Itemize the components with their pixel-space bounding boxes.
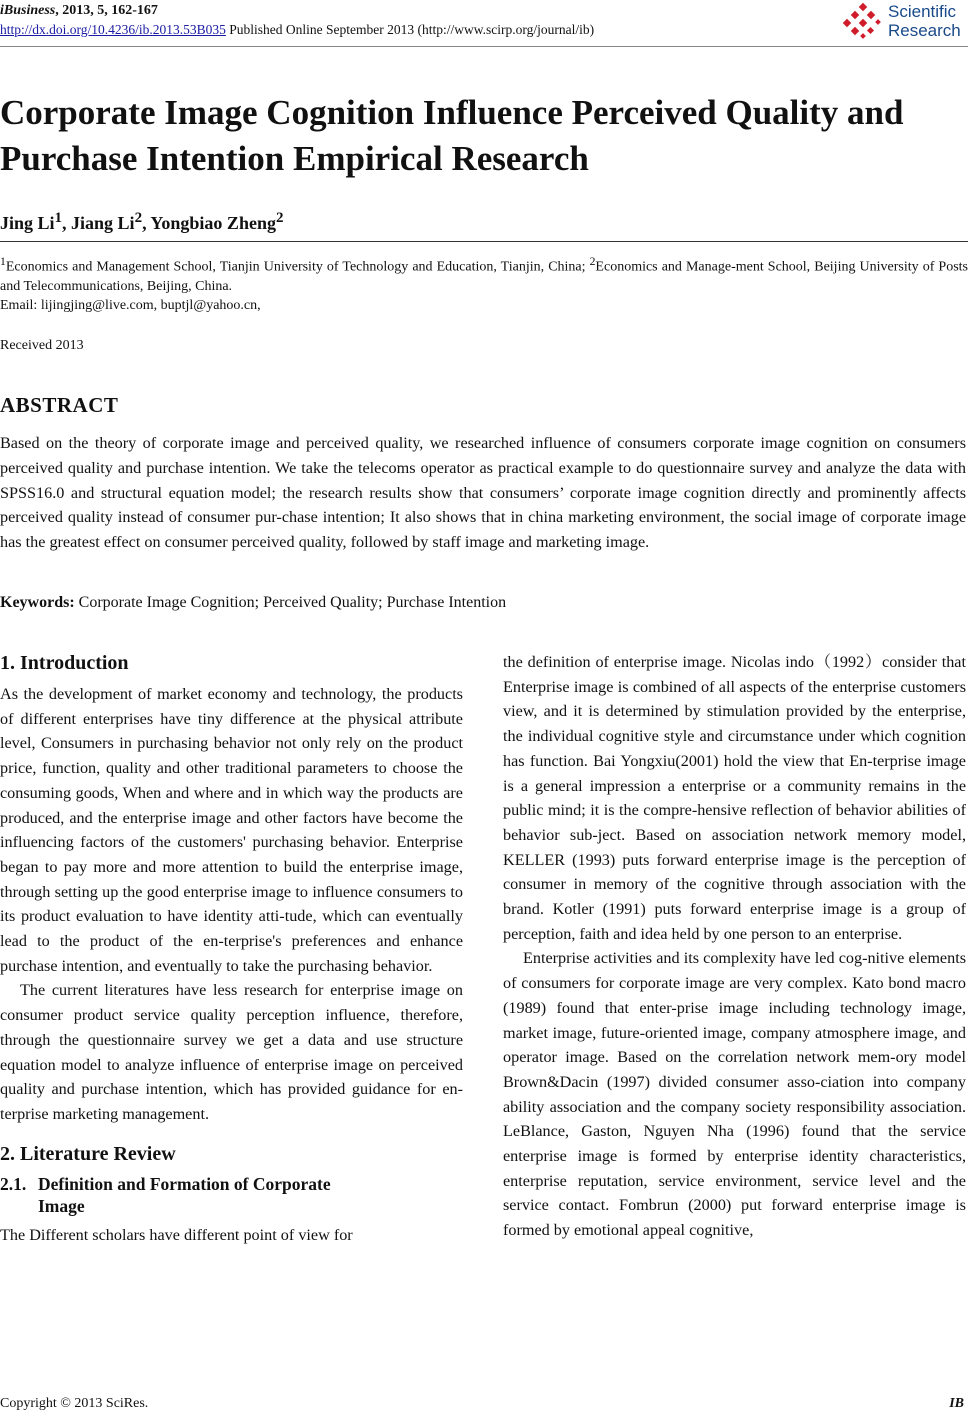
abstract-body: Based on the theory of corporate image and perceived quality, we researched influence of consumers corporate image cognition on consumers perceived quality and purchase intention. We take the telecoms operator as practical example to do questionnaire survey and analyze the data with SPSS16.0 and structural equation model; the research results show that consumers’ corporate image cognition directly and prominently affects perceived quality instead of consumer pur-chase intention; It also shows that in china marketing environment, the social image of corporate image has the greatest effect on consumer perceived quality, followed by staff image and marketing image. (0, 434, 966, 552)
author-affiliation-mark: 1 (54, 210, 63, 226)
author-separator: , (142, 213, 151, 233)
scientific-research-logo-icon (842, 2, 886, 42)
author-affiliation-mark: 2 (134, 210, 143, 226)
affiliation-mark: 1 (0, 255, 6, 268)
left-column (0, 650, 463, 1247)
keywords-text: Corporate Image Cognition; Perceived Quality; Purchase Intention (74, 594, 507, 611)
received-date: Received 2013 (0, 338, 84, 353)
running-header (0, 0, 968, 50)
subsection-title-line-1: Definition and Formation of Corporate (38, 1173, 331, 1194)
header-divider (0, 46, 968, 47)
subsection-heading (0, 1173, 463, 1217)
author-list (0, 210, 283, 234)
volume-pages: , 2013, 5, 162-167 (55, 3, 158, 18)
affiliation-text: Economics and Manage-ment School, Beijing University of Posts and Telecommunications, Beijing, China. (0, 259, 968, 294)
logo-line-1: Scientific (888, 2, 957, 21)
affiliation-text: Economics and Management School, Tianjin University of Technology and Education, Tianjin, China; (5, 259, 590, 275)
paragraph: Enterprise activities and its complexity have led cog-nitive elements of consumers for corporate image are very complex. Kato bond macro (1989) found that enter-prise image including technology image, market image, future-oriented image, company atmosphere image, and operator image. Based on the correlation network mem-ory model Brown&Dacin (1997) divided consumer asso-ciation into company ability association and the company society responsibility association. LeBlance, Gaston, Nguyen Nha (1996) found that the service enterprise image is formed by enterprise identity characteristics, enterprise reputation, service environment, service level and the service contact. Fombrun (2000) put forward enterprise image is formed by emotional appeal cognitive, (503, 949, 966, 1240)
author-divider (0, 241, 968, 242)
section-heading-literature-review: 2. Literature Review (0, 1142, 176, 1165)
author-name: Jiang Li (71, 213, 135, 233)
author-separator: , (62, 213, 72, 233)
author-affiliation-mark: 2 (275, 210, 284, 226)
paragraph: The Different scholars have different point of view for (0, 1225, 353, 1244)
author-name: Jing Li (0, 213, 55, 233)
abstract-heading: ABSTRACT (0, 393, 119, 417)
keywords-label: Keywords: (0, 594, 75, 611)
email-line: Email: lijingjing@live.com, buptjl@yahoo.cn, (0, 297, 261, 313)
doi-link[interactable]: http://dx.doi.org/10.4236/ib.2013.53B035 (0, 22, 226, 37)
logo-line-2: Research (888, 21, 961, 40)
doi-line (0, 22, 594, 38)
publisher-logo (842, 2, 964, 42)
section-heading-introduction: 1. Introduction (0, 652, 129, 674)
author-name: Yongbiao Zheng (150, 213, 276, 233)
subsection-title-line-2: Image (38, 1195, 85, 1216)
logo-wordmark (888, 2, 961, 40)
journal-abbreviation: IB (949, 1396, 964, 1411)
published-online: Published Online September 2013 (http://www.scirp.org/journal/ib) (225, 22, 595, 37)
paper-title: Corporate Image Cognition Influence Perceived Quality and Purchase Intention Empirical Research (0, 93, 904, 178)
journal-name: iBusiness (0, 3, 56, 18)
paragraph: The current literatures have less research for enterprise image on consumer product service quality perception influence, therefore, through the questionnaire survey we get a data and use structure equation model to analyze influence of enterprise image on perceived quality and purchase intention, which has provided guidance for en-terprise marketing management. (0, 981, 463, 1123)
journal-citation (0, 3, 158, 19)
subsection-number: 2.1. (0, 1173, 27, 1194)
affiliation-mark: 2 (589, 255, 596, 268)
right-column (503, 650, 966, 1243)
affiliations (0, 252, 968, 315)
copyright-notice: Copyright © 2013 SciRes. (0, 1396, 149, 1411)
paragraph: the definition of enterprise image. Nicolas indo（1992）consider that Enterprise image is combined of all aspects of the enterprise customers view, and it is determined by stimulation provided by the enterprise, the individual cognitive style and circumstance under which cognition has function. Bai Yongxiu(2001) hold the view that En-terprise image is a general impression a enterprise or a community remains in the public mind; it is the compre-hensive reflection of behavior abilities of behavior sub-ject. Based on association network memory model, KELLER (1993) puts forward enterprise image is the perception of consumer in memory of the cognitive through association with the brand. Kotler (1991) puts forward enterprise image is a group of perception, faith and idea held by one person to an enterprise. (503, 653, 966, 943)
paragraph: As the development of market economy and technology, the products of different enterprises have tiny difference at the physical attribute level, Consumers in purchasing behavior not only rely on the product price, function, quality and other traditional parameters to choose the consuming goods, When and where and in which way the products are produced, and the enterprise image and other factors have become the influencing factors of the customers' purchasing behavior. Enterprise began to pay more and more attention to build the enterprise image, through setting up the good enterprise image to influence consumers to its product evaluation to have identity atti-tude, which can eventually lead to the product of the en-terprise's preferences and enhance purchase intention, and eventually to take the purchasing behavior. (0, 685, 463, 975)
keywords (0, 594, 506, 612)
